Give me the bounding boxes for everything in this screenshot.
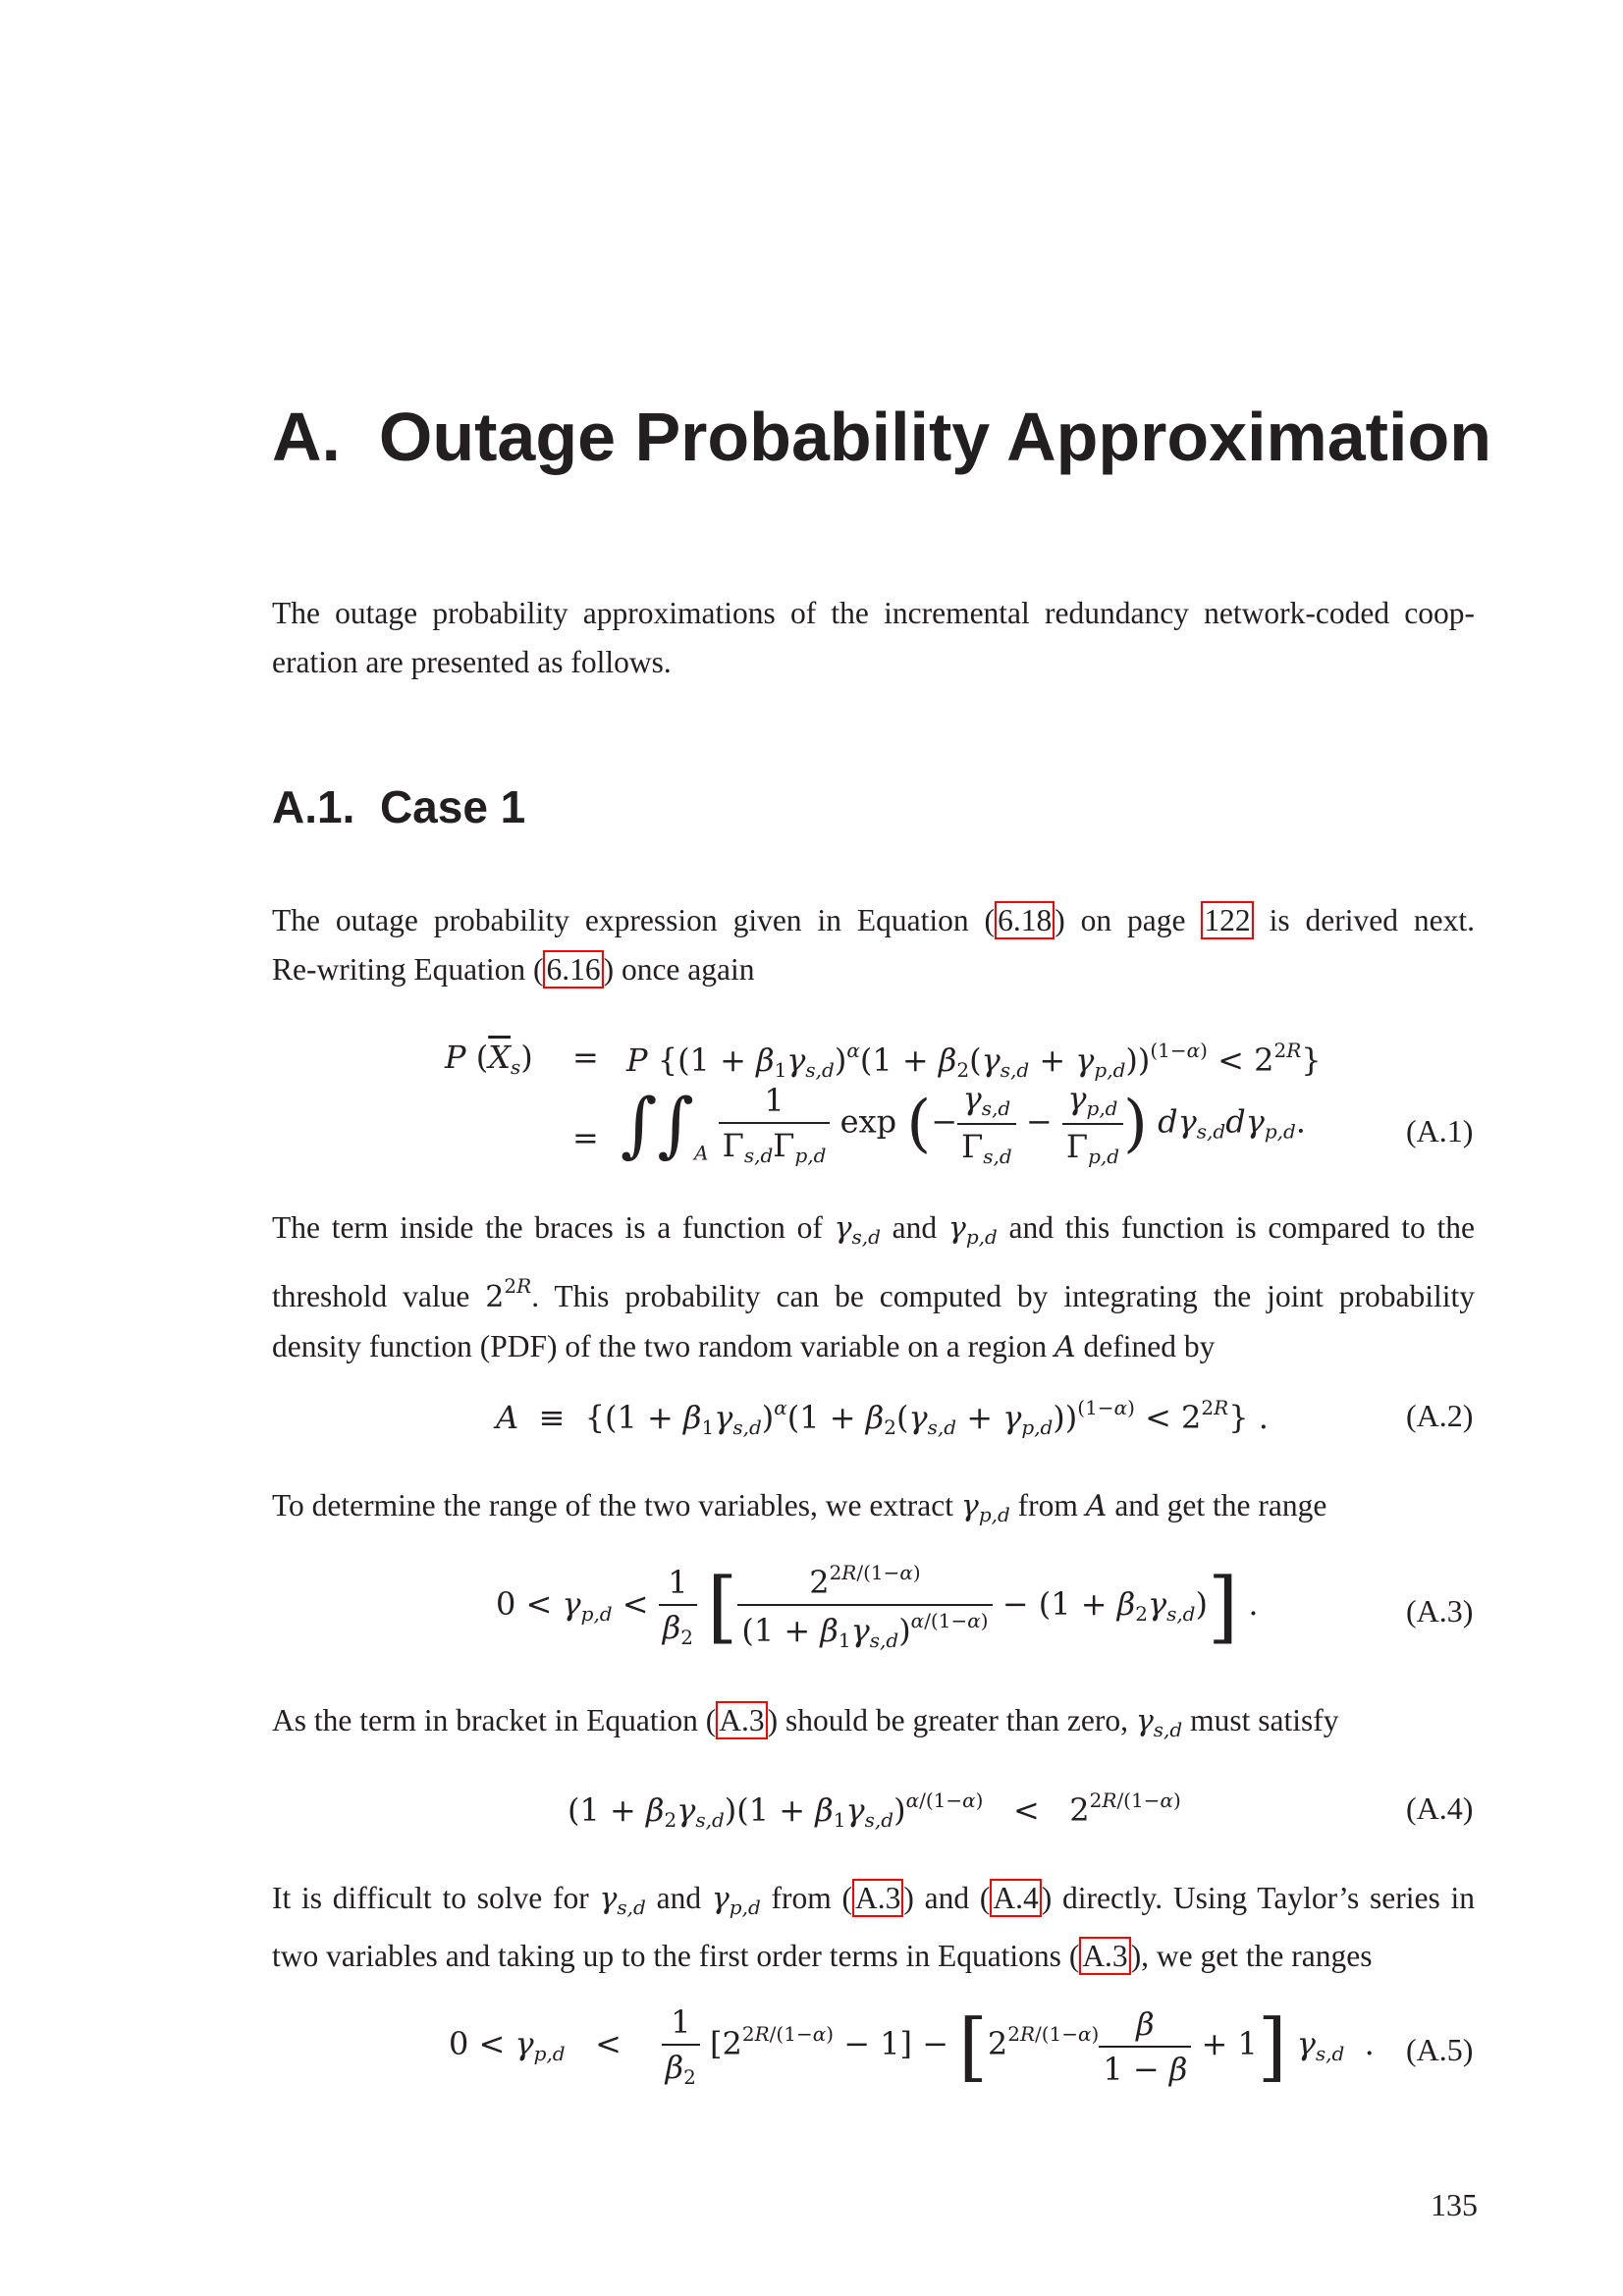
equation-number-a3: (A.3) (1406, 1593, 1474, 1629)
text-run: two variables and taking up to the first order terms in Equations ( (272, 1939, 1080, 1973)
equation-number-a1: (A.1) (1406, 1113, 1474, 1148)
equation-a3: $0 < \gamma_{p,d}$ < $\frac{1}{\beta_2}$ [ $\frac{2^{2R/(1-\alpha)}}{(1 + \beta_1\gamma_{s,d})^{\alpha/(1-\alpha)}}$ − $(1 + \beta_2\gamma_{s,d})$] . (496, 1561, 1259, 1652)
paragraph-range (272, 1481, 1475, 1539)
paragraph-line (272, 896, 1475, 945)
section-title-text: Case 1 (379, 781, 526, 832)
text-run: and (645, 1881, 712, 1915)
text-run: The term inside the braces is a function of (272, 1210, 835, 1245)
paragraph-line: To determine the range of the two variables, we extract $\gamma_{p,d}$ from A and get the range (272, 1488, 1327, 1526)
text-run: ), we get the ranges (1130, 1939, 1373, 1973)
page-number: 135 (1431, 2187, 1478, 2222)
text-run: density function (PDF) of the two random variable on a region (272, 1329, 1055, 1363)
page-link[interactable]: 122 (1201, 901, 1253, 939)
paragraph-derivation (272, 896, 1475, 994)
equation-a5: $0 < \gamma_{p,d}$ < $\frac{1}{\beta_2}$ $[2^{2R/(1-\alpha)} - 1] - [2^{2R/(1-\alpha)}$ $\frac{\beta}{1 - \beta}$ + 1] $\gamma_{s,d}$ . (449, 2002, 1375, 2090)
paragraph-line (272, 945, 1475, 994)
text-run: is derived next. (1253, 903, 1476, 937)
equation-link[interactable]: A.3 (852, 1879, 903, 1917)
equation-a1-rhs1: P $\{(1 + \beta_1\gamma_{s,d})^\alpha(1 + \beta_2(\gamma_{s,d} + \gamma_{p,d}))^{(1-\alpha)} < 2^{2R}\}$ (626, 1039, 1322, 1082)
text-run: from ( (760, 1881, 853, 1915)
text-run: ) should be greater than zero, (767, 1703, 1136, 1737)
text-run: ) once again (603, 952, 755, 987)
paragraph-line: threshold value $2^{2R}$. This probability can be computed by integrating the joint probability (272, 1274, 1475, 1314)
text-run: and get the range (1107, 1488, 1327, 1522)
chapter-title (272, 398, 1491, 476)
intro-line-2: eration are presented as follows. (272, 645, 672, 679)
paragraph-condition (272, 1696, 1475, 1754)
text-run: must satisfy (1182, 1703, 1339, 1737)
equation-number-a4: (A.4) (1406, 1790, 1474, 1826)
text-run: . This probability can be computed by integrating the joint probability (531, 1279, 1475, 1313)
paragraph-line: density function (PDF) of the two random variable on a region A defined by (272, 1329, 1216, 1364)
text-run: ) on page (1055, 903, 1202, 937)
section-number: A.1. (272, 781, 355, 832)
intro-line-1: The outage probability approximations of the incremental redundancy network-coded coop- (272, 596, 1475, 630)
text-run: ) and ( (903, 1881, 991, 1915)
equation-a1-eq-sign: = (572, 1039, 599, 1076)
text-run: It is difficult to solve for (272, 1881, 600, 1915)
text-run: and this function is compared to the (997, 1210, 1475, 1245)
equation-number-a5: (A.5) (1406, 2032, 1474, 2067)
text-run: threshold value (272, 1279, 486, 1313)
equation-link[interactable]: 6.18 (995, 901, 1055, 939)
text-run: Re-writing Equation ( (272, 952, 544, 987)
equation-link[interactable]: A.3 (1079, 1937, 1130, 1975)
text-run: The outage probability expression given in Equation ( (272, 903, 996, 937)
paragraph-line: The term inside the braces is a function of $\gamma_{s,d}$ and $\gamma_{p,d}$ and this function is compared to the (272, 1210, 1475, 1249)
equation-link[interactable]: A.3 (716, 1701, 767, 1739)
paragraph-region (272, 1203, 1475, 1372)
text-run: defined by (1075, 1329, 1216, 1363)
equation-a1-eq-sign-2: = (572, 1119, 599, 1156)
equation-link[interactable]: 6.16 (543, 950, 603, 988)
text-run: As the term in bracket in Equation ( (272, 1703, 717, 1737)
equation-a2: $A \equiv \{(1 + \beta_1\gamma_{s,d})^\alpha(1 + \beta_2(\gamma_{s,d} + \gamma_{p,d}))^{(1-\alpha)} < 2^{2R}\}$ . (496, 1396, 1269, 1439)
paragraph-taylor (272, 1874, 1475, 1981)
equation-number-a2: (A.2) (1406, 1398, 1474, 1433)
equation-a1-line1: P $(\overline{X}_s)$ (445, 1039, 533, 1079)
chapter-number: A. (272, 399, 341, 475)
equation-a1-rhs2: $\int\int_A$ $\frac{1}{\Gamma_{s,d}\Gamma_{p,d}}$ exp (− $\frac{\gamma_{s,d}}{\Gamma_{s,d}}$ − $\frac{\gamma_{p,d}}{\Gamma_{p,d}}$ ) $d\gamma_{s,d}d\gamma_{p,d}$. (621, 1080, 1306, 1168)
text-run: from (1009, 1488, 1086, 1522)
paragraph-line: As the term in bracket in Equation (A.3) should be greater than zero, $\gamma_{s,d}$ must satisfy (272, 1703, 1339, 1741)
paragraph-line: It is difficult to solve for $\gamma_{s,d}$ and $\gamma_{p,d}$ from (A.3) and (A.4) directly. Using Taylor’s series in (272, 1881, 1475, 1919)
text-run: To determine the range of the two variables, we extract (272, 1488, 961, 1522)
paragraph-line (272, 1932, 1475, 1981)
chapter-title-text: Outage Probability Approximation (378, 399, 1491, 475)
section-title (272, 780, 525, 833)
equation-a4: $(1 + \beta_2\gamma_{s,d})(1 + \beta_1\gamma_{s,d})^{\alpha/(1-\alpha)} < 2^{2R/(1-\alpha)}$ (568, 1789, 1181, 1832)
equation-link[interactable]: A.4 (990, 1879, 1041, 1917)
text-run: and (880, 1210, 948, 1245)
intro-paragraph (272, 589, 1475, 687)
text-run: ) directly. Using Taylor’s series in (1041, 1881, 1475, 1915)
